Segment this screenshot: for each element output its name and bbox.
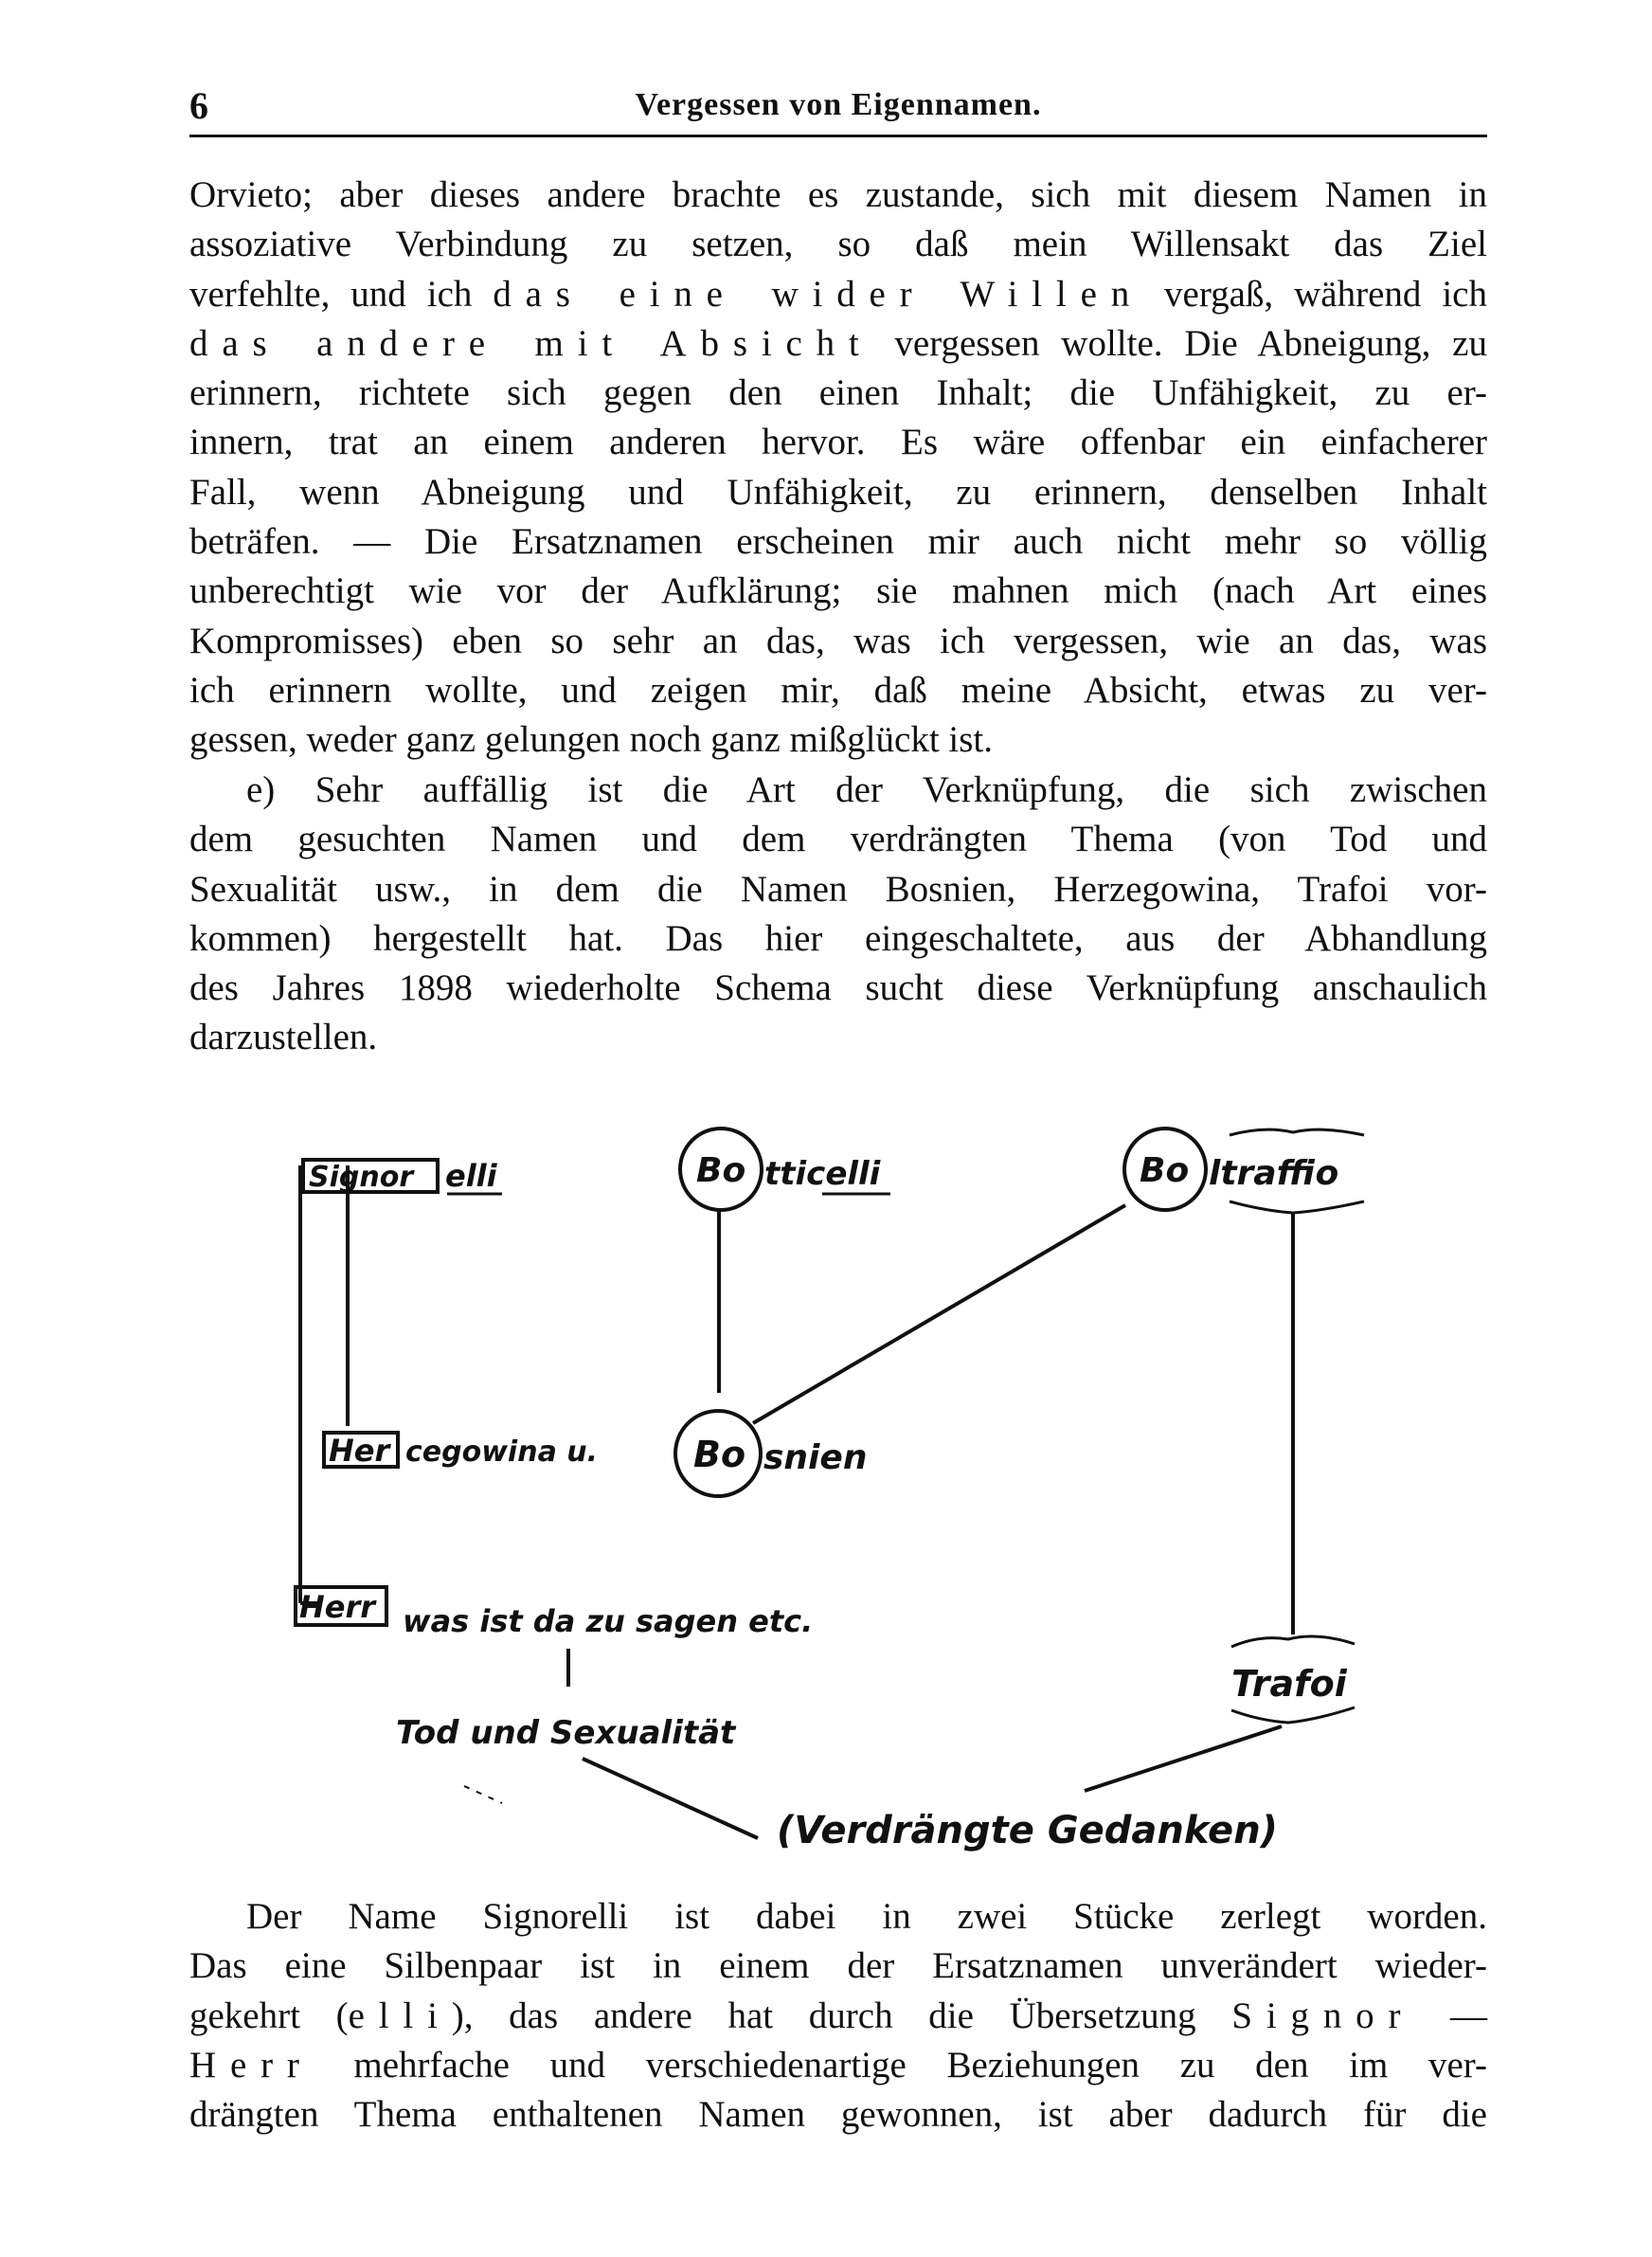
page-header: [189, 83, 1487, 131]
her-label: Her: [329, 1433, 390, 1469]
text-segment: vergaß, während ich: [1143, 273, 1487, 315]
text-segment: mehrfache und verschiedenartige Beziehungen zu den im ver-: [313, 2044, 1487, 2085]
bracket-mark: [1231, 1707, 1355, 1723]
text-line: drängten Thema enthaltenen Namen gewonnen, ist aber dadurch für die: [189, 2094, 1487, 2136]
bracket-mark: [1231, 1636, 1355, 1647]
text-line: e) Sehr auffällig ist die Art der Verknüpfung, die sich zwischen: [246, 769, 1487, 810]
text-line: dem gesuchten Namen und dem verdrängten Thema (von Tod und: [189, 819, 1487, 860]
header-rule: [189, 135, 1487, 137]
text-line: gessen, weder ganz gelungen noch ganz mißglückt ist.: [189, 719, 994, 761]
text-line: Der Name Signorelli ist dabei in zwei Stücke zerlegt worden.: [246, 1896, 1487, 1937]
cegowina-label: cegowina u.: [405, 1435, 599, 1469]
text-line: Sexualität usw., in dem die Namen Bosnien, Herzegowina, Trafoi vor-: [189, 868, 1487, 910]
bracket-mark: [1230, 1201, 1364, 1213]
paragraph-3: [189, 1892, 1487, 2140]
text-line: [189, 2041, 1487, 2090]
spaced-emphasis: das andere mit Absicht: [189, 322, 873, 364]
text-line: [189, 319, 1487, 369]
text-line: Fall, wenn Abneigung und Unfähigkeit, zu erinnern, denselben Inhalt: [189, 471, 1487, 513]
paragraph-2: [189, 766, 1487, 1063]
bo-label-boltraffio: Bo: [1140, 1151, 1190, 1190]
spaced-emphasis: das eine wider Willen: [493, 273, 1144, 315]
text-line: [189, 1992, 1487, 2041]
text-line: kommen) hergestellt hat. Das hier eingeschaltete, aus der Abhandlung: [189, 917, 1487, 959]
ltraffio-label: ltraffio: [1209, 1154, 1339, 1193]
tticelli-label: tticelli: [764, 1155, 881, 1193]
herr-label: Herr: [299, 1589, 376, 1625]
text-segment: verfehlte, und ich: [189, 273, 494, 315]
connector-line: [583, 1759, 758, 1838]
text-segment: gekehrt (: [189, 1995, 349, 2036]
connector-line: [464, 1786, 502, 1803]
text-line: ich erinnern wollte, und zeigen mir, daß meine Absicht, etwas zu ver-: [189, 669, 1487, 711]
text-line: Das eine Silbenpaar ist in einem der Ersatznamen unverändert wieder-: [189, 1945, 1487, 1987]
text-line: Kompromisses) eben so sehr an das, was ich vergessen, wie an das, was: [189, 620, 1487, 661]
elli-label: elli: [445, 1158, 497, 1194]
bo-label-botticelli: Bo: [696, 1151, 746, 1190]
signorelli-schema-diagram: [0, 1090, 1652, 1895]
paragraph-1: [189, 171, 1487, 766]
trafoi-label: Trafoi: [1231, 1663, 1347, 1705]
text-line: erinnern, richtete sich gegen den einen Inhalt; die Unfähigkeit, zu er-: [189, 372, 1487, 414]
text-line: des Jahres 1898 wiederholte Schema sucht diese Verknüpfung anschaulich: [189, 967, 1487, 1009]
text-line: unberechtigt wie vor der Aufklärung; sie mahnen mich (nach Art eines: [189, 570, 1487, 612]
text-line: assoziative Verbindung zu setzen, so daß mein Willensakt das Ziel: [189, 224, 1487, 265]
was-ist-label: was ist da zu sagen etc.: [403, 1603, 814, 1639]
snien-label: snien: [763, 1438, 868, 1477]
spaced-emphasis: Herr: [189, 2044, 314, 2085]
text-line: beträfen. — Die Ersatznamen erscheinen mir auch nicht mehr so völlig: [189, 521, 1487, 563]
bo-label-bosnien: Bo: [693, 1434, 746, 1475]
text-line: Orvieto; aber dieses andere brachte es zustande, sich mit diesem Namen in: [189, 174, 1487, 215]
page-number: 6: [189, 84, 208, 127]
text-line: innern, trat an einem anderen hervor. Es wäre offenbar ein einfacherer: [189, 422, 1487, 463]
connector-line: [753, 1205, 1125, 1423]
spaced-emphasis: elli: [348, 1995, 452, 2036]
signor-label: Signor: [309, 1161, 414, 1194]
verdraengte-gedanken-label: (Verdrängte Gedanken): [777, 1809, 1278, 1852]
running-title: Vergessen von Eigennamen.: [635, 87, 1042, 122]
text-segment: —: [1414, 1995, 1487, 2036]
text-line: darzustellen.: [189, 1017, 378, 1058]
tod-und-sexualitaet-label: Tod und Sexualität: [396, 1714, 736, 1752]
text-segment: vergessen wollte. Die Abneigung, zu: [872, 322, 1487, 364]
spaced-emphasis: Signor: [1231, 1995, 1415, 2036]
bracket-mark: [1230, 1129, 1364, 1135]
connector-line: [1085, 1726, 1282, 1791]
text-segment: ), das andere hat durch die Übersetzung: [451, 1995, 1232, 2036]
text-line: [189, 270, 1487, 319]
